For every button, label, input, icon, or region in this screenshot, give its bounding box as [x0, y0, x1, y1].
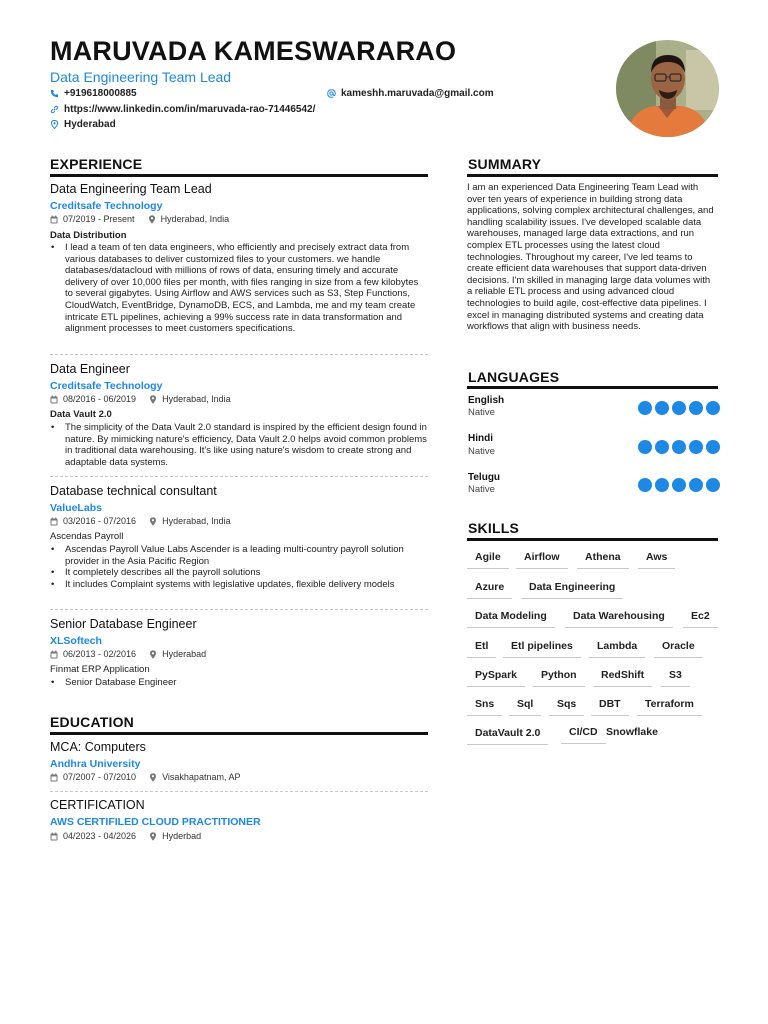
calendar-icon — [50, 215, 58, 224]
skill-tag: Sns — [467, 698, 502, 716]
job-bullets — [50, 242, 428, 335]
skill-tag: DBT — [591, 698, 629, 716]
phone-text[interactable]: +919618000885 — [64, 88, 137, 99]
rating-dot — [672, 478, 686, 492]
rating-dot — [672, 440, 686, 454]
skill-tag: Athena — [577, 551, 629, 569]
job-title: Data Engineering Team Lead — [50, 182, 212, 196]
email-text[interactable]: kameshh.maruvada@gmail.com — [341, 88, 494, 99]
job-meta — [50, 394, 244, 404]
job-dates: 03/2016 - 07/2016 — [63, 516, 137, 526]
rating-dot — [706, 440, 720, 454]
pin-icon — [149, 650, 157, 659]
skill-tag: Lambda — [589, 640, 645, 658]
pin-icon — [148, 215, 156, 224]
rating-dot — [638, 440, 652, 454]
calendar-icon — [50, 517, 58, 526]
job-company[interactable]: Creditsafe Technology — [50, 200, 163, 212]
job-location: Hyderabad, India — [160, 214, 230, 224]
edu-institution[interactable]: AWS CERTIFILED CLOUD PRACTITIONER — [50, 816, 261, 828]
calendar-icon — [50, 650, 58, 659]
job-location: Hyderabad, India — [162, 394, 231, 404]
bullet-item: • It includes Complaint systems with legislative updates, flexible delivery models — [50, 579, 428, 591]
skill-tag: Snowflake — [606, 726, 658, 738]
rating-dot — [655, 401, 669, 415]
edu-location: Hyderbad — [162, 831, 202, 841]
calendar-icon — [50, 773, 58, 782]
contact-linkedin — [50, 104, 315, 115]
location-text: Hyderabad — [64, 119, 116, 130]
education-rule — [50, 732, 428, 735]
edu-degree: CERTIFICATION — [50, 798, 145, 812]
calendar-icon — [50, 395, 58, 404]
languages-rule — [467, 386, 718, 389]
job-company[interactable]: Creditsafe Technology — [50, 380, 163, 392]
job-company[interactable]: XLSoftech — [50, 635, 102, 647]
language-name: Telugu — [468, 472, 501, 483]
skill-tag: Data Modeling — [467, 610, 555, 628]
link-icon — [50, 105, 59, 114]
skill-tag: Aws — [638, 551, 675, 569]
skill-tag: Airflow — [516, 551, 568, 569]
contact-phone — [50, 88, 137, 99]
skill-tag: Etl pipelines — [503, 640, 581, 658]
languages-heading: LANGUAGES — [468, 369, 560, 385]
rating-dot — [689, 478, 703, 492]
rating-dot — [655, 440, 669, 454]
language-rating — [638, 440, 720, 454]
edu-meta — [50, 772, 253, 782]
rating-dot — [706, 401, 720, 415]
job-subtitle: Ascendas Payroll — [50, 531, 124, 542]
job-title: Data Engineer — [50, 362, 130, 376]
language-name: Hindi — [468, 433, 493, 444]
job-meta — [50, 214, 242, 224]
job-subtitle: Data Distribution — [50, 230, 127, 241]
job-meta — [50, 516, 244, 526]
job-dates: 07/2019 - Present — [63, 214, 135, 224]
job-title: Database technical consultant — [50, 484, 217, 498]
bullet-item: • The simplicity of the Data Vault 2.0 standard is inspired by the efficient design found in nature. By mimicking nature's efficiency, Data Vault 2.0 helps avoid common problems in traditional data warehousing. It's like using nature's wisdom to create strong and adaptable data systems. — [50, 422, 428, 468]
skill-tag: DataVault 2.0 — [467, 727, 548, 745]
rating-dot — [672, 401, 686, 415]
candidate-name: MARUVADA KAMESWARARAO — [50, 36, 457, 66]
rating-dot — [706, 478, 720, 492]
job-title: Senior Database Engineer — [50, 617, 197, 631]
calendar-icon — [50, 832, 58, 841]
job-bullets — [50, 544, 428, 590]
bullet-item: • Ascendas Payroll Value Labs Ascender is a leading multi-country payroll solution provider in the Asia Pacific Region — [50, 544, 428, 567]
skill-tag: PySpark — [467, 669, 525, 687]
job-location: Hyderabad — [162, 649, 207, 659]
profile-photo — [616, 40, 719, 137]
language-level: Native — [468, 407, 495, 418]
contact-location — [50, 119, 116, 130]
divider — [50, 354, 428, 355]
job-bullets — [50, 677, 428, 689]
skill-tag: Data Warehousing — [565, 610, 673, 628]
bullet-item: • It completely describes all the payroll solutions — [50, 567, 428, 579]
rating-dot — [638, 478, 652, 492]
skill-tag: Terraform — [637, 698, 702, 716]
experience-rule — [50, 174, 428, 177]
job-location: Hyderabad, India — [162, 516, 231, 526]
at-icon — [327, 89, 336, 98]
rating-dot — [655, 478, 669, 492]
language-level: Native — [468, 484, 495, 495]
job-dates: 08/2016 - 06/2019 — [63, 394, 137, 404]
edu-location: Visakhapatnam, AP — [162, 772, 241, 782]
edu-dates: 07/2007 - 07/2010 — [63, 772, 137, 782]
rating-dot — [689, 401, 703, 415]
skill-tag: Python — [533, 669, 585, 687]
edu-meta — [50, 831, 214, 841]
pin-icon — [149, 773, 157, 782]
skills-rule — [467, 538, 718, 541]
bullet-item: • Senior Database Engineer — [50, 677, 428, 689]
edu-institution[interactable]: Andhra University — [50, 758, 141, 770]
language-rating — [638, 401, 720, 415]
phone-icon — [50, 89, 59, 98]
experience-heading: EXPERIENCE — [50, 156, 143, 172]
language-rating — [638, 478, 720, 492]
edu-degree: MCA: Computers — [50, 740, 146, 754]
summary-rule — [467, 174, 718, 177]
job-subtitle: Data Vault 2.0 — [50, 409, 112, 420]
job-bullets — [50, 422, 428, 468]
pin-icon — [149, 517, 157, 526]
skill-tag: Sql — [509, 698, 541, 716]
skill-tag: Ec2 — [683, 610, 718, 628]
language-name: English — [468, 395, 505, 406]
job-company[interactable]: ValueLabs — [50, 502, 102, 514]
skill-tag: Sqs — [549, 698, 584, 716]
skill-tag: Oracle — [654, 640, 703, 658]
bullet-item: • I lead a team of ten data engineers, who efficiently and precisely extract data from various databases to deliver customized files to your customers. we handle databases/datacloud with millions of rows of data, ensuring timely and accurate delivery of over 10,000 files per month, with files ranging in size from a few kilobytes to several gigabytes. Using Airflow and AWS services such as S3, Step Functions, CloudWatch, EventBridge, DynamoDB, ECS, and Lambda, me and my team create intricate ETL pipelines, achieving a 99% success rate in data transformation and alignment processes to meet customers specifications. — [50, 242, 428, 335]
linkedin-text[interactable]: https://www.linkedin.com/in/maruvada-rao-71446542/ — [64, 104, 316, 115]
job-dates: 06/2013 - 02/2016 — [63, 649, 137, 659]
pin-icon — [149, 832, 157, 841]
pin-icon — [149, 395, 157, 404]
skill-tag: S3 — [661, 669, 690, 687]
job-subtitle: Finmat ERP Application — [50, 664, 150, 675]
job-meta — [50, 649, 219, 659]
rating-dot — [689, 440, 703, 454]
skill-tag: Etl — [467, 640, 496, 658]
skill-tag: Azure — [467, 581, 512, 599]
rating-dot — [638, 401, 652, 415]
contact-email — [327, 88, 494, 99]
skill-tag: Data Engineering — [521, 581, 623, 599]
candidate-role: Data Engineering Team Lead — [50, 69, 232, 85]
language-level: Native — [468, 446, 495, 457]
summary-heading: SUMMARY — [468, 156, 542, 172]
pin-icon — [50, 120, 59, 129]
divider — [50, 791, 428, 792]
divider — [50, 476, 428, 477]
edu-dates: 04/2023 - 04/2026 — [63, 831, 137, 841]
skill-tag: RedShift — [593, 669, 652, 687]
divider — [50, 609, 428, 610]
skill-tag: Agile — [467, 551, 509, 569]
summary-text: I am an experienced Data Engineering Team Lead with over ten years of experience in building strong data applications, solving complex architectural challenges, and handling scalability issues. I've developed scalable data warehouses, managed large data extractions, and run complex ETL processes using the latest cloud technologies. Throughout my career, I've led teams to create efficient data warehouses that support data-driven decisions. I'm skilled in managing large data volumes with a reliable ETL process and using advanced cloud technologies to build agile, cost-effective data pipelines. I excel in managing distributed systems and creating data workflows that align with business needs. — [467, 182, 714, 333]
skill-tag: CI/CD — [561, 726, 606, 744]
skills-heading: SKILLS — [468, 520, 519, 536]
education-heading: EDUCATION — [50, 714, 134, 730]
